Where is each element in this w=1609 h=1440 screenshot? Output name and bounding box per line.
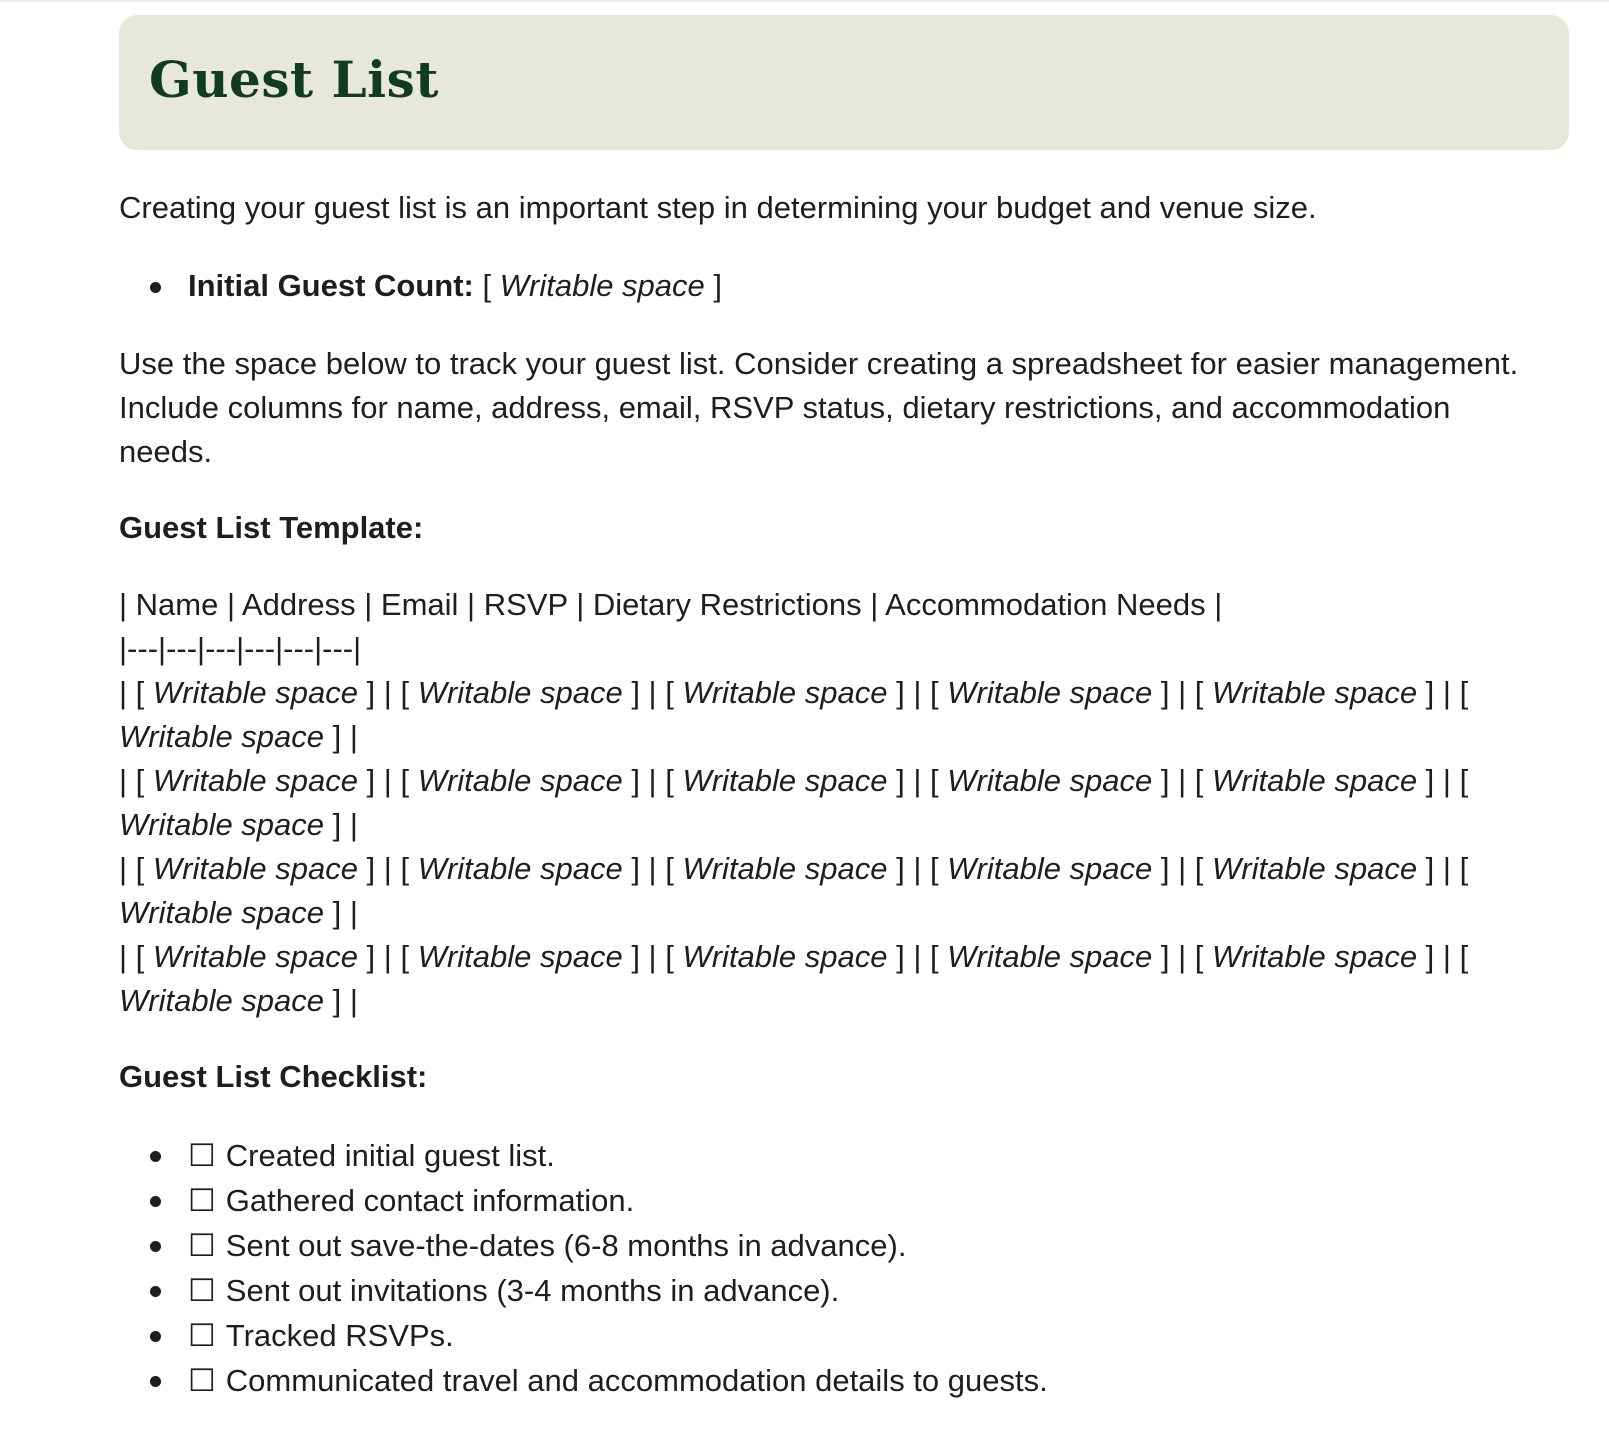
instructions-paragraph: Use the space below to track your guest list. Consider creating a spreadsheet for easier management. Include columns for name, address, email, RSVP status, dietary restrictions, and accommodation needs. [119, 346, 1519, 469]
checkbox-icon[interactable]: ☐ [188, 1273, 216, 1308]
template-writable-cell[interactable]: Writable space [417, 675, 623, 710]
template-writable-cell[interactable]: Writable space [947, 675, 1153, 710]
checklist-heading: Guest List Checklist: [119, 1059, 428, 1094]
template-writable-cell[interactable]: Writable space [417, 851, 623, 886]
checklist-item-label: Sent out save-the-dates (6-8 months in advance). [225, 1228, 907, 1263]
checklist-item-label: Communicated travel and accommodation details to guests. [225, 1363, 1048, 1398]
guest-list-template [119, 583, 1539, 1023]
template-writable-cell[interactable]: Writable space [682, 675, 888, 710]
template-writable-cell[interactable]: Writable space [1212, 675, 1418, 710]
template-writable-cell[interactable]: Writable space [682, 851, 888, 886]
checkbox-icon[interactable]: ☐ [188, 1138, 216, 1173]
checklist-item-label: Gathered contact information. [225, 1183, 635, 1218]
template-header-row: | Name | Address | Email | RSVP | Dietary Restrictions | Accommodation Needs | [119, 587, 1223, 622]
template-writable-cell[interactable]: Writable space [682, 939, 888, 974]
template-separator-row: |---|---|---|---|---|---| [119, 631, 362, 666]
intro-paragraph: Creating your guest list is an important step in determining your budget and venue size. [119, 190, 1317, 225]
header-banner [119, 15, 1569, 150]
checklist-item-label: Sent out invitations (3-4 months in advance). [225, 1273, 840, 1308]
top-divider [0, 0, 1609, 2]
template-writable-cell[interactable]: Writable space [119, 983, 325, 1018]
template-writable-cell[interactable]: Writable space [119, 807, 325, 842]
open-bracket: [ [482, 268, 492, 303]
template-writable-cell[interactable]: Writable space [119, 719, 325, 754]
checklist-item [188, 1133, 1569, 1178]
template-writable-cell[interactable]: Writable space [1212, 939, 1418, 974]
template-writable-cell[interactable]: Writable space [119, 895, 325, 930]
checkbox-icon[interactable]: ☐ [188, 1363, 216, 1398]
template-writable-cell[interactable]: Writable space [152, 675, 358, 710]
document-page [119, 15, 1569, 1403]
template-heading: Guest List Template: [119, 510, 424, 545]
checkbox-icon[interactable]: ☐ [188, 1318, 216, 1353]
guest-checklist [119, 1133, 1569, 1403]
template-writable-cell[interactable]: Writable space [417, 763, 623, 798]
guest-count-list [119, 264, 1569, 308]
guest-count-label: Initial Guest Count: [188, 268, 474, 303]
template-writable-cell[interactable]: Writable space [1212, 851, 1418, 886]
guest-count-item [188, 264, 1569, 308]
template-writable-cell[interactable]: Writable space [682, 763, 888, 798]
template-writable-cell[interactable]: Writable space [947, 851, 1153, 886]
template-writable-row: | [ Writable space ] | [ Writable space ] | [ Writable space ] | [ Writable space ] | [ Writable space ] | [ Writable space ] | [119, 763, 1469, 842]
template-writable-cell[interactable]: Writable space [947, 763, 1153, 798]
page-title: Guest List [149, 49, 439, 109]
checkbox-icon[interactable]: ☐ [188, 1183, 216, 1218]
checklist-item-label: Tracked RSVPs. [225, 1318, 454, 1353]
template-writable-cell[interactable]: Writable space [1212, 763, 1418, 798]
template-writable-cell[interactable]: Writable space [152, 763, 358, 798]
checklist-item [188, 1313, 1569, 1358]
checklist-item [188, 1178, 1569, 1223]
template-writable-cell[interactable]: Writable space [417, 939, 623, 974]
guest-count-writable-space[interactable]: Writable space [499, 268, 705, 303]
template-writable-cell[interactable]: Writable space [152, 939, 358, 974]
template-writable-row: | [ Writable space ] | [ Writable space ] | [ Writable space ] | [ Writable space ] | [ Writable space ] | [ Writable space ] | [119, 675, 1469, 754]
checklist-item-label: Created initial guest list. [225, 1138, 555, 1173]
template-writable-cell[interactable]: Writable space [947, 939, 1153, 974]
template-writable-row: | [ Writable space ] | [ Writable space ] | [ Writable space ] | [ Writable space ] | [ Writable space ] | [ Writable space ] | [119, 939, 1469, 1018]
checklist-item [188, 1358, 1569, 1403]
checklist-item [188, 1223, 1569, 1268]
close-bracket: ] [713, 268, 723, 303]
template-writable-row: | [ Writable space ] | [ Writable space ] | [ Writable space ] | [ Writable space ] | [ Writable space ] | [ Writable space ] | [119, 851, 1469, 930]
checklist-item [188, 1268, 1569, 1313]
template-writable-cell[interactable]: Writable space [152, 851, 358, 886]
checkbox-icon[interactable]: ☐ [188, 1228, 216, 1263]
